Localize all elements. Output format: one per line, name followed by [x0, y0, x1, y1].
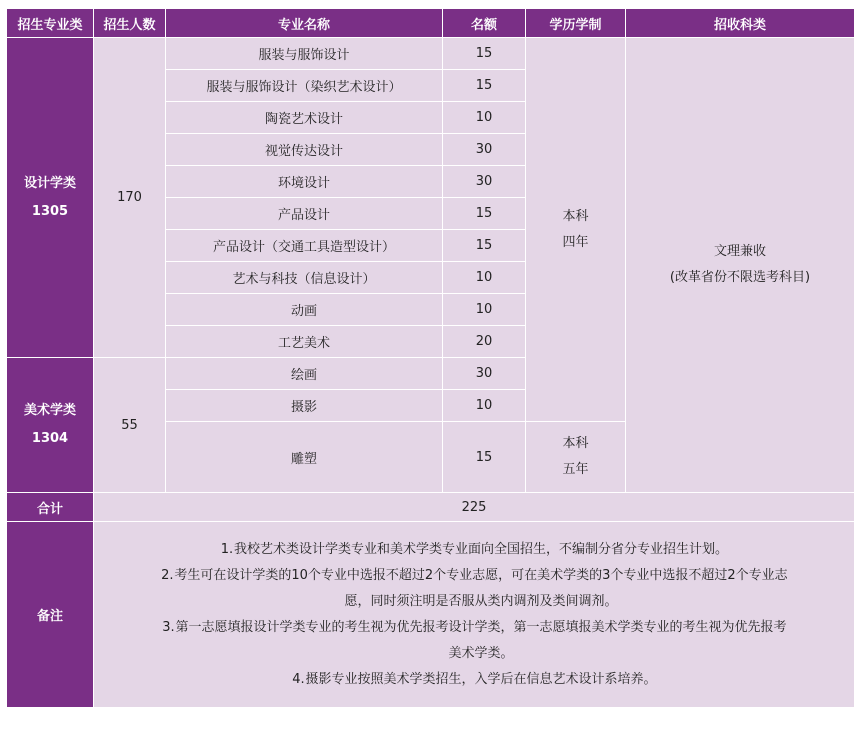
major-quota: 10: [443, 102, 526, 134]
header-degree: 学历学制: [526, 9, 626, 38]
major-quota: 10: [443, 262, 526, 294]
note-number: 4.: [292, 671, 305, 687]
note-continuation: 愿，同时须注明是否服从类内调剂及类间调剂。: [344, 593, 618, 609]
major-name: 陶瓷艺术设计: [166, 102, 443, 134]
header-major: 专业名称: [166, 9, 443, 38]
enrollment-count: 170: [94, 38, 166, 358]
total-row: [7, 493, 855, 522]
degree-duration: 五年: [562, 462, 589, 477]
major-name: 工艺美术: [166, 326, 443, 358]
major-quota: 15: [443, 38, 526, 70]
total-label: 合计: [7, 493, 94, 522]
table-row: [7, 38, 855, 70]
major-name: 雕塑: [166, 422, 443, 493]
note-number: 2.: [161, 567, 174, 583]
major-name: 艺术与科技（信息设计）: [166, 262, 443, 294]
major-name: 动画: [166, 294, 443, 326]
major-quota: 30: [443, 134, 526, 166]
note-continuation: 美术学类。: [448, 645, 514, 661]
category-design: [7, 38, 94, 358]
notes-label: 备注: [7, 522, 94, 708]
admissions-table: [6, 8, 855, 708]
note-item: [94, 667, 854, 693]
degree-4-years: [526, 38, 626, 422]
subjects-line1: 文理兼收: [713, 244, 766, 259]
degree-duration: 四年: [562, 234, 589, 250]
major-quota: 30: [443, 358, 526, 390]
total-value: 225: [94, 493, 855, 522]
header-row: [7, 9, 855, 38]
header-subjects: 招收科类: [626, 9, 855, 38]
note-text: 考生可在设计学类的10个专业中选报不超过2个专业志愿，可在美术学类的3个专业中选报不超过2个专业志: [174, 567, 788, 583]
major-name: 服装与服饰设计（染织艺术设计）: [166, 70, 443, 102]
major-name: 产品设计: [166, 198, 443, 230]
note-text: 我校艺术类设计学类专业和美术学类专业面向全国招生，不编制分省分专业招生计划。: [233, 541, 728, 557]
major-name: 绘画: [166, 358, 443, 390]
note-item: [94, 615, 854, 641]
note-item: [94, 537, 854, 563]
major-name: 视觉传达设计: [166, 134, 443, 166]
subjects-cell: [626, 38, 855, 493]
major-quota: 10: [443, 294, 526, 326]
category-name: 设计学类: [23, 175, 76, 191]
major-quota: 10: [443, 390, 526, 422]
major-quota: 15: [443, 230, 526, 262]
major-quota: 30: [443, 166, 526, 198]
enrollment-count: 55: [94, 358, 166, 493]
note-item: [94, 563, 854, 589]
category-name: 美术学类: [23, 403, 76, 418]
category-code: 1305: [31, 203, 69, 219]
note-text: 第一志愿填报设计学类专业的考生视为优先报考设计学类，第一志愿填报美术学类专业的考生视为优先报考: [175, 619, 787, 635]
major-name: 服装与服饰设计: [166, 38, 443, 70]
major-name: 环境设计: [166, 166, 443, 198]
major-quota: 15: [443, 198, 526, 230]
major-name: 产品设计（交通工具造型设计）: [166, 230, 443, 262]
category-fine-arts: [7, 358, 94, 493]
note-number: 1.: [220, 541, 234, 557]
major-name: 摄影: [166, 390, 443, 422]
category-code: 1304: [31, 431, 69, 446]
major-quota: 15: [443, 70, 526, 102]
subjects-line2: (改革省份不限选考科目): [669, 270, 811, 285]
header-enrollment: 招生人数: [94, 9, 166, 38]
degree-level: 本科: [562, 436, 589, 451]
note-text: 摄影专业按照美术学类招生，入学后在信息艺术设计系培养。: [305, 671, 657, 687]
notes-content: [94, 522, 855, 708]
header-category: 招生专业类: [7, 9, 94, 38]
header-quota: 名额: [443, 9, 526, 38]
major-quota: 20: [443, 326, 526, 358]
note-number: 3.: [162, 619, 175, 635]
degree-5-years: [526, 422, 626, 493]
degree-level: 本科: [562, 208, 589, 224]
notes-row: [7, 522, 855, 708]
major-quota: 15: [443, 422, 526, 493]
